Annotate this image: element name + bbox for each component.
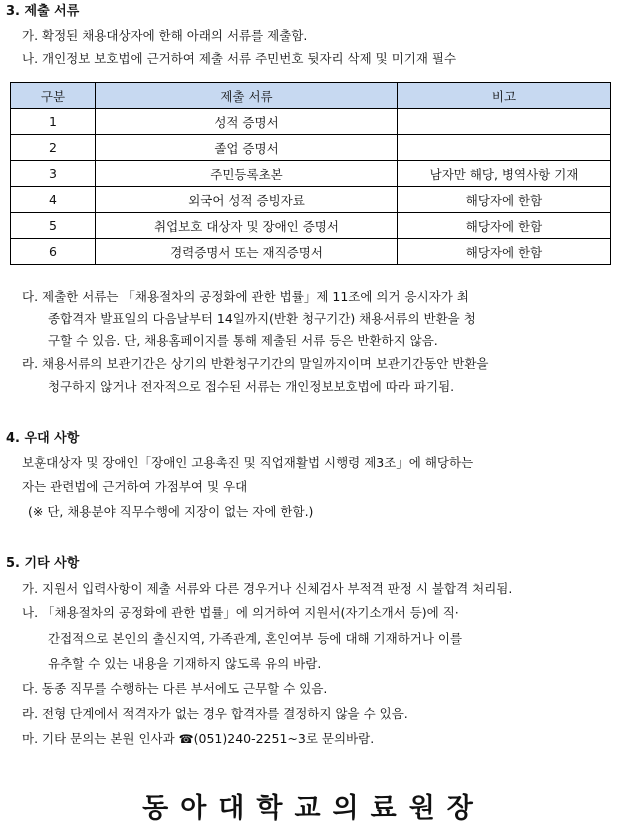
section5-item-na-line3: 유추할 수 있는 내용을 기재하지 않도록 유의 바람.	[48, 656, 322, 671]
table-cell: 3	[11, 161, 96, 187]
documents-table	[10, 82, 611, 265]
section3-item-da-line3: 구할 수 있음. 단, 채용홈페이지를 통해 제출된 서류 등은 반환하지 않음.	[48, 333, 438, 348]
section5-item-ga: 가. 지원서 입력사항이 제출 서류와 다른 경우거나 신체검사 부적격 판정 시 불합격 처리됨.	[22, 581, 513, 596]
table-cell: 해당자에 한함	[398, 187, 611, 213]
section4-line1: 보훈대상자 및 장애인「장애인 고용촉진 및 직업재활법 시행령 제3조」에 해당하는	[22, 455, 474, 470]
table-header-row	[11, 83, 611, 109]
table-cell: 취업보호 대상자 및 장애인 증명서	[96, 213, 398, 239]
table-row	[11, 161, 611, 187]
table-cell: 4	[11, 187, 96, 213]
section5-item-na-line2: 간접적으로 본인의 출신지역, 가족관계, 혼인여부 등에 대해 기재하거나 이를	[48, 631, 463, 646]
table-cell: 남자만 해당, 병역사항 기재	[398, 161, 611, 187]
table-cell: 5	[11, 213, 96, 239]
section3-item-na: 나. 개인정보 보호법에 근거하여 제출 서류 주민번호 뒷자리 삭제 및 미기재 필수	[22, 51, 457, 66]
table-cell: 졸업 증명서	[96, 135, 398, 161]
table-row	[11, 187, 611, 213]
table-cell: 1	[11, 109, 96, 135]
section3-item-ga: 가. 확정된 채용대상자에 한해 아래의 서류를 제출함.	[22, 28, 308, 43]
table-cell	[398, 109, 611, 135]
table-cell: 외국어 성적 증빙자료	[96, 187, 398, 213]
table-cell	[398, 135, 611, 161]
section5-item-ma-prefix: 마. 기타 문의는 본원 인사과	[22, 731, 179, 746]
table-cell: 해당자에 한함	[398, 213, 611, 239]
table-cell: 주민등록초본	[96, 161, 398, 187]
footer-institution-name: 동아대학교의료원장	[142, 793, 485, 824]
table-cell: 성적 증명서	[96, 109, 398, 135]
section3-item-ra-line2: 청구하지 않거나 전자적으로 접수된 서류는 개인정보보호법에 따라 파기됨.	[48, 379, 455, 394]
section4-line2: 자는 관련법에 근거하여 가점부여 및 우대	[22, 479, 248, 494]
section5-item-na-line1: 나. 「채용절차의 공정화에 관한 법률」에 의거하여 지원서(자기소개서 등)에 직·	[22, 605, 459, 620]
table-cell: 경력증명서 또는 재직증명서	[96, 239, 398, 265]
section5-item-ma-suffix: (051)240-2251~3로 문의바람.	[193, 731, 375, 746]
section5-item-ma	[22, 730, 374, 748]
table-header-cell: 비고	[398, 83, 611, 109]
section3-item-da-line2: 종합격자 발표일의 다음날부터 14일까지(반환 청구기간) 채용서류의 반환을 청	[48, 311, 476, 326]
table-row	[11, 213, 611, 239]
table-cell: 해당자에 한함	[398, 239, 611, 265]
section5-heading: 5. 기타 사항	[6, 556, 80, 571]
table-cell: 6	[11, 239, 96, 265]
section3-item-ra-line1: 라. 채용서류의 보관기간은 상기의 반환청구기간의 말일까지이며 보관기간동안 반환을	[22, 356, 489, 371]
section3-item-da-line1: 다. 제출한 서류는 「채용절차의 공정화에 관한 법률」제 11조에 의거 응시자가 최	[22, 289, 469, 304]
section5-item-ra: 라. 전형 단계에서 적격자가 없는 경우 합격자를 결정하지 않을 수 있음.	[22, 706, 408, 721]
phone-icon: ☎	[178, 732, 194, 746]
table-row	[11, 239, 611, 265]
section5-item-da: 다. 동종 직무를 수행하는 다른 부서에도 근무할 수 있음.	[22, 681, 328, 696]
table-header-cell: 제출 서류	[96, 83, 398, 109]
section3-heading: 3. 제출 서류	[6, 4, 80, 19]
table-cell: 2	[11, 135, 96, 161]
table-header-cell: 구분	[11, 83, 96, 109]
section4-heading: 4. 우대 사항	[6, 431, 80, 446]
section4-line3: (※ 단, 채용분야 직무수행에 지장이 없는 자에 한함.)	[28, 504, 314, 519]
table-row	[11, 109, 611, 135]
table-row	[11, 135, 611, 161]
